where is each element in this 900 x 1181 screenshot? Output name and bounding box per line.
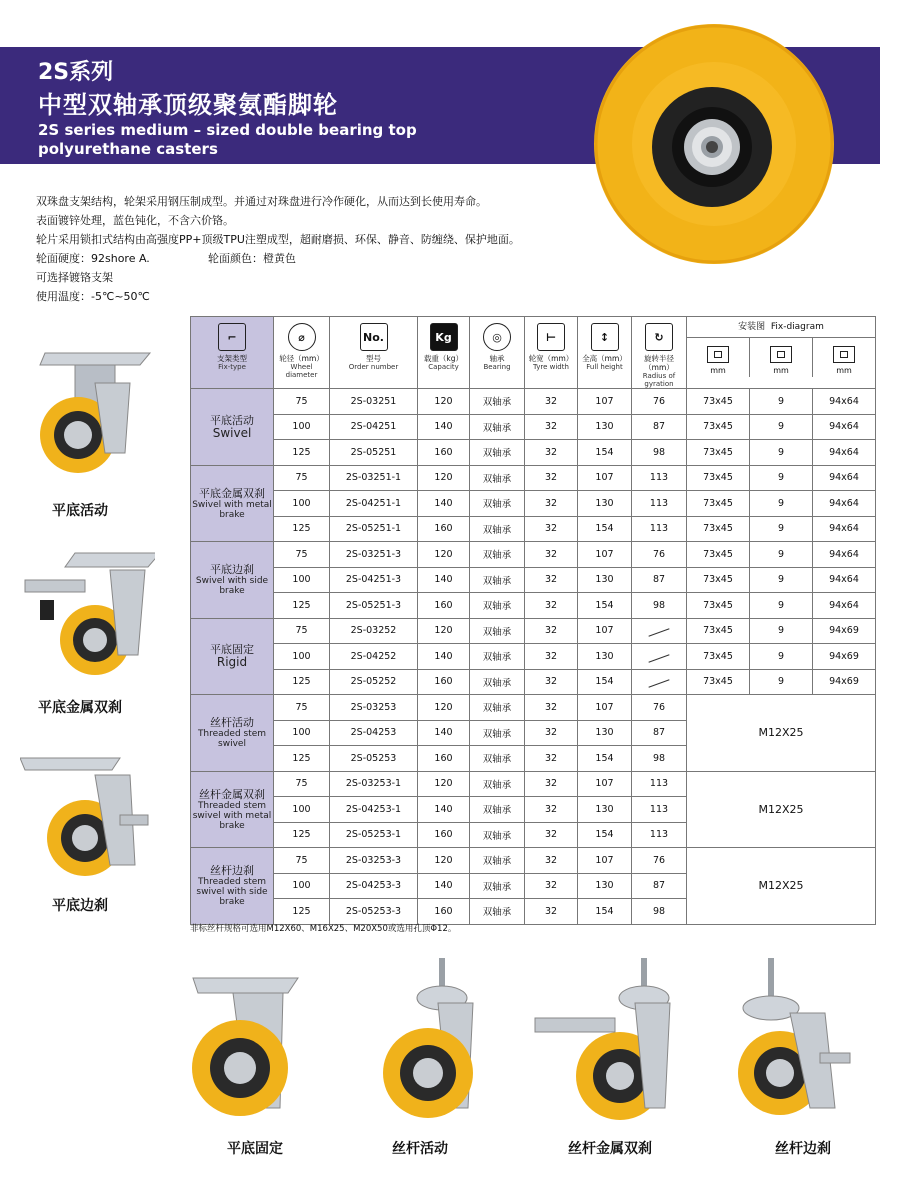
table-cell: 140 bbox=[418, 567, 470, 593]
table-cell: 130 bbox=[578, 414, 632, 440]
table-cell: 140 bbox=[418, 720, 470, 746]
table-cell: 160 bbox=[418, 593, 470, 619]
header-wheel-diameter: ⌀ 轮径（mm） Wheel diameter bbox=[274, 317, 330, 389]
table-cell: 160 bbox=[418, 746, 470, 772]
table-cell: 107 bbox=[578, 465, 632, 491]
table-cell: 140 bbox=[418, 491, 470, 517]
table-cell: 75 bbox=[274, 465, 330, 491]
table-row bbox=[191, 848, 876, 874]
table-cell: 113 bbox=[632, 797, 687, 823]
table-cell: 76 bbox=[632, 695, 687, 721]
bearing-icon: ◎ bbox=[483, 323, 511, 351]
bottom-label-threaded-metal-brake: 丝杆金属双刹 bbox=[568, 1141, 652, 1157]
table-cell: 2S-03253-1 bbox=[330, 771, 418, 797]
table-cell: 9 bbox=[750, 516, 813, 542]
table-cell: 100 bbox=[274, 567, 330, 593]
table-cell: 2S-05252 bbox=[330, 669, 418, 695]
color-text: 轮面颜色：橙黄色 bbox=[208, 252, 296, 265]
table-cell: 双轴承 bbox=[470, 669, 525, 695]
header-tyre-width: ⊢ 轮宽（mm） Tyre width bbox=[525, 317, 578, 389]
table-cell: 87 bbox=[632, 873, 687, 899]
table-cell: 双轴承 bbox=[470, 542, 525, 568]
not-applicable-mark bbox=[648, 654, 669, 662]
table-cell: 94x64 bbox=[813, 440, 876, 466]
type-cell bbox=[191, 848, 274, 925]
table-cell: 98 bbox=[632, 440, 687, 466]
table-cell: 73x45 bbox=[687, 567, 750, 593]
hardness-text: 轮面硬度：92shore A. bbox=[36, 252, 150, 265]
table-cell: 9 bbox=[750, 593, 813, 619]
fix-plate-icon: mm bbox=[687, 338, 750, 377]
side-label-swivel: 平底活动 bbox=[52, 503, 108, 519]
table-cell: 双轴承 bbox=[470, 389, 525, 415]
table-cell: 2S-03251 bbox=[330, 389, 418, 415]
table-cell: 2S-03251-3 bbox=[330, 542, 418, 568]
bracket-icon: ⌐ bbox=[218, 323, 246, 351]
header-fix-type: ⌐ 支架类型 Fix-type bbox=[191, 317, 274, 389]
table-cell: 双轴承 bbox=[470, 414, 525, 440]
type-label-en: Threaded stem swivel with side brake bbox=[196, 877, 268, 908]
table-cell: 140 bbox=[418, 797, 470, 823]
table-cell: 154 bbox=[578, 822, 632, 848]
table-cell: 125 bbox=[274, 822, 330, 848]
caster-wheel-image bbox=[592, 22, 837, 267]
table-cell: 76 bbox=[632, 542, 687, 568]
table-cell: 160 bbox=[418, 822, 470, 848]
table-cell: 双轴承 bbox=[470, 720, 525, 746]
table-cell: 2S-03251-1 bbox=[330, 465, 418, 491]
table-cell: 双轴承 bbox=[470, 771, 525, 797]
table-cell: 94x64 bbox=[813, 593, 876, 619]
side-label-side-brake: 平底边刹 bbox=[52, 898, 108, 914]
table-cell: 94x64 bbox=[813, 567, 876, 593]
table-cell: 154 bbox=[578, 440, 632, 466]
caster-image-metal-brake bbox=[20, 545, 155, 675]
type-cell bbox=[191, 542, 274, 619]
table-cell: 154 bbox=[578, 669, 632, 695]
table-cell: 32 bbox=[525, 797, 578, 823]
table-cell: 94x69 bbox=[813, 644, 876, 670]
table-cell: 130 bbox=[578, 797, 632, 823]
type-cell bbox=[191, 771, 274, 848]
table-cell: 125 bbox=[274, 516, 330, 542]
table-row bbox=[191, 542, 876, 568]
table-cell: 107 bbox=[578, 848, 632, 874]
table-cell: 120 bbox=[418, 695, 470, 721]
table-cell: 130 bbox=[578, 491, 632, 517]
table-cell: 107 bbox=[578, 771, 632, 797]
table-cell: 9 bbox=[750, 669, 813, 695]
table-cell: 9 bbox=[750, 618, 813, 644]
table-cell: 双轴承 bbox=[470, 899, 525, 925]
table-cell: 9 bbox=[750, 491, 813, 517]
table-cell: 75 bbox=[274, 389, 330, 415]
table-cell: 9 bbox=[750, 542, 813, 568]
type-label-en: Threaded stem swivel with metal brake bbox=[192, 800, 272, 831]
desc-line: 表面镀锌处理，蓝色钝化，不含六价铬。 bbox=[36, 214, 234, 227]
table-cell: 2S-04253-3 bbox=[330, 873, 418, 899]
table-cell: 120 bbox=[418, 465, 470, 491]
table-cell: 130 bbox=[578, 567, 632, 593]
type-cell bbox=[191, 465, 274, 542]
table-cell: 94x69 bbox=[813, 669, 876, 695]
table-cell: 2S-05253-3 bbox=[330, 899, 418, 925]
bottom-label-threaded-swivel: 丝杆活动 bbox=[392, 1141, 448, 1157]
table-cell: 154 bbox=[578, 593, 632, 619]
table-cell: 2S-04252 bbox=[330, 644, 418, 670]
fix-diagram-merged: M12X25 bbox=[687, 848, 876, 925]
desc-line: 轮片采用锁扣式结构由高强度PP+顶级TPU注塑成型，超耐磨损、环保、静音、防缠绕、保护地面。 bbox=[36, 233, 520, 246]
table-cell: 32 bbox=[525, 669, 578, 695]
table-cell: 75 bbox=[274, 695, 330, 721]
table-cell: 73x45 bbox=[687, 516, 750, 542]
table-cell: 32 bbox=[525, 822, 578, 848]
table-cell: 94x64 bbox=[813, 389, 876, 415]
side-label-metal-brake: 平底金属双刹 bbox=[38, 700, 122, 716]
table-cell bbox=[632, 618, 687, 644]
table-cell: 双轴承 bbox=[470, 618, 525, 644]
table-cell: 32 bbox=[525, 440, 578, 466]
table-cell: 双轴承 bbox=[470, 746, 525, 772]
table-cell: 130 bbox=[578, 873, 632, 899]
table-cell: 140 bbox=[418, 873, 470, 899]
table-cell: 73x45 bbox=[687, 440, 750, 466]
table-cell: 双轴承 bbox=[470, 848, 525, 874]
type-cell bbox=[191, 695, 274, 772]
type-label-cn: 丝杆金属双刹 bbox=[199, 787, 265, 801]
table-cell: 32 bbox=[525, 695, 578, 721]
header-capacity: Kg 载重（kg） Capacity bbox=[418, 317, 470, 389]
table-cell: 32 bbox=[525, 389, 578, 415]
type-label-cn: 平底金属双刹 bbox=[199, 486, 265, 500]
table-cell: 107 bbox=[578, 542, 632, 568]
table-cell: 160 bbox=[418, 899, 470, 925]
footnote: 非标丝杆规格可选用M12X60、M16X25、M20X50或选用孔顶Φ12。 bbox=[190, 924, 457, 934]
caster-image-swivel bbox=[20, 343, 155, 473]
table-cell: 130 bbox=[578, 720, 632, 746]
table-cell: 113 bbox=[632, 465, 687, 491]
desc-line bbox=[36, 249, 596, 268]
table-cell: 87 bbox=[632, 414, 687, 440]
header-bearing: ◎ 轴承 Bearing bbox=[470, 317, 525, 389]
table-cell: 76 bbox=[632, 848, 687, 874]
table-cell: 9 bbox=[750, 644, 813, 670]
table-cell: 32 bbox=[525, 771, 578, 797]
table-cell: 125 bbox=[274, 746, 330, 772]
table-cell: 双轴承 bbox=[470, 593, 525, 619]
caster-image-threaded-swivel bbox=[368, 958, 483, 1128]
spec-table bbox=[190, 316, 876, 925]
caster-image-side-brake bbox=[20, 750, 155, 880]
page-title-cn: 中型双轴承顶级聚氨酯脚轮 bbox=[38, 91, 338, 119]
table-cell: 125 bbox=[274, 899, 330, 925]
table-cell: 双轴承 bbox=[470, 822, 525, 848]
table-cell: 120 bbox=[418, 542, 470, 568]
table-cell: 双轴承 bbox=[470, 440, 525, 466]
bottom-label-rigid: 平底固定 bbox=[227, 1141, 283, 1157]
table-cell: 154 bbox=[578, 516, 632, 542]
page-title-en: 2S series medium – sized double bearing top polyurethane casters bbox=[38, 121, 417, 158]
table-cell: 154 bbox=[578, 899, 632, 925]
desc-line: 使用温度：-5℃~50℃ bbox=[36, 290, 150, 303]
fix-diagram-merged: M12X25 bbox=[687, 771, 876, 848]
table-cell: 73x45 bbox=[687, 491, 750, 517]
table-cell: 130 bbox=[578, 644, 632, 670]
table-cell: 2S-05253 bbox=[330, 746, 418, 772]
table-row bbox=[191, 567, 876, 593]
table-row bbox=[191, 414, 876, 440]
table-cell: 32 bbox=[525, 618, 578, 644]
table-cell: 100 bbox=[274, 720, 330, 746]
table-cell: 113 bbox=[632, 491, 687, 517]
height-icon: ↕ bbox=[591, 323, 619, 351]
table-cell: 73x45 bbox=[687, 465, 750, 491]
table-cell: 2S-04251 bbox=[330, 414, 418, 440]
table-cell: 94x64 bbox=[813, 414, 876, 440]
table-cell: 32 bbox=[525, 593, 578, 619]
series-title: 2S系列 bbox=[38, 60, 114, 85]
desc-line: 双珠盘支架结构，轮架采用钢压制成型。并通过对珠盘进行冷作硬化，从而达到长使用寿命。 bbox=[36, 195, 487, 208]
table-cell: 73x45 bbox=[687, 669, 750, 695]
table-cell: 120 bbox=[418, 389, 470, 415]
table-cell: 94x64 bbox=[813, 491, 876, 517]
table-cell: 32 bbox=[525, 644, 578, 670]
table-cell: 32 bbox=[525, 720, 578, 746]
table-cell: 100 bbox=[274, 797, 330, 823]
table-cell: 75 bbox=[274, 771, 330, 797]
table-cell: 113 bbox=[632, 771, 687, 797]
table-cell: 32 bbox=[525, 516, 578, 542]
table-cell: 73x45 bbox=[687, 389, 750, 415]
table-cell: 双轴承 bbox=[470, 567, 525, 593]
table-cell: 2S-04251-1 bbox=[330, 491, 418, 517]
type-label-en: Swivel with side brake bbox=[195, 576, 269, 597]
type-cell bbox=[191, 618, 274, 695]
table-cell: 113 bbox=[632, 822, 687, 848]
table-cell: 2S-04253-1 bbox=[330, 797, 418, 823]
table-row bbox=[191, 389, 876, 415]
table-row bbox=[191, 440, 876, 466]
table-cell: 73x45 bbox=[687, 593, 750, 619]
table-cell: 双轴承 bbox=[470, 644, 525, 670]
type-label-en: Swivel with metal brake bbox=[192, 499, 272, 520]
table-cell: 9 bbox=[750, 389, 813, 415]
table-row bbox=[191, 618, 876, 644]
table-row bbox=[191, 593, 876, 619]
table-cell: 双轴承 bbox=[470, 491, 525, 517]
table-row bbox=[191, 669, 876, 695]
table-cell: 107 bbox=[578, 618, 632, 644]
table-cell: 94x69 bbox=[813, 618, 876, 644]
description bbox=[36, 192, 596, 306]
table-cell: 154 bbox=[578, 746, 632, 772]
table-row bbox=[191, 771, 876, 797]
table-cell: 87 bbox=[632, 720, 687, 746]
table-cell: 100 bbox=[274, 491, 330, 517]
header-full-height: ↕ 全高（mm） Full height bbox=[578, 317, 632, 389]
type-label-cn: 平底活动 bbox=[210, 413, 254, 427]
table-cell: 双轴承 bbox=[470, 695, 525, 721]
table-cell: 75 bbox=[274, 618, 330, 644]
table-cell: 2S-05251-1 bbox=[330, 516, 418, 542]
tyre-width-icon: ⊢ bbox=[537, 323, 565, 351]
table-cell: 160 bbox=[418, 440, 470, 466]
table-cell: 113 bbox=[632, 516, 687, 542]
header-radius-gyration: ↻ 旋转半径（mm） Radius of gyration bbox=[632, 317, 687, 389]
table-cell: 160 bbox=[418, 669, 470, 695]
type-label-cn: 丝杆边刹 bbox=[210, 864, 254, 878]
weight-icon: Kg bbox=[430, 323, 458, 351]
table-cell: 75 bbox=[274, 848, 330, 874]
table-cell: 32 bbox=[525, 414, 578, 440]
table-cell: 73x45 bbox=[687, 414, 750, 440]
table-cell: 98 bbox=[632, 746, 687, 772]
table-cell: 32 bbox=[525, 873, 578, 899]
table-cell: 32 bbox=[525, 542, 578, 568]
table-cell bbox=[632, 644, 687, 670]
table-cell: 32 bbox=[525, 899, 578, 925]
type-label-en: Rigid bbox=[216, 655, 248, 670]
table-row bbox=[191, 491, 876, 517]
type-label-cn: 平底边刹 bbox=[210, 563, 254, 577]
table-cell: 100 bbox=[274, 644, 330, 670]
table-cell: 75 bbox=[274, 542, 330, 568]
table-cell: 120 bbox=[418, 848, 470, 874]
table-cell: 76 bbox=[632, 389, 687, 415]
table-cell: 32 bbox=[525, 848, 578, 874]
table-row bbox=[191, 516, 876, 542]
table-cell: 140 bbox=[418, 414, 470, 440]
table-cell: 125 bbox=[274, 440, 330, 466]
diameter-icon: ⌀ bbox=[288, 323, 316, 351]
caster-image-rigid bbox=[188, 958, 303, 1128]
table-cell: 98 bbox=[632, 899, 687, 925]
table-cell: 73x45 bbox=[687, 542, 750, 568]
table-cell: 双轴承 bbox=[470, 797, 525, 823]
type-cell bbox=[191, 389, 274, 466]
bottom-label-threaded-side-brake: 丝杆边刹 bbox=[775, 1141, 831, 1157]
table-cell: 120 bbox=[418, 618, 470, 644]
not-applicable-mark bbox=[648, 680, 669, 688]
header-order-number: No. 型号 Order number bbox=[330, 317, 418, 389]
table-cell: 双轴承 bbox=[470, 516, 525, 542]
table-cell: 107 bbox=[578, 389, 632, 415]
table-cell: 94x64 bbox=[813, 542, 876, 568]
table-cell: 32 bbox=[525, 746, 578, 772]
table-cell: 9 bbox=[750, 440, 813, 466]
fix-hole-icon: mm bbox=[750, 338, 813, 377]
type-label-en: Swivel bbox=[212, 425, 252, 440]
table-cell: 2S-05251 bbox=[330, 440, 418, 466]
table-cell: 2S-05251-3 bbox=[330, 593, 418, 619]
table-cell: 73x45 bbox=[687, 618, 750, 644]
table-row bbox=[191, 695, 876, 721]
type-label-cn: 平底固定 bbox=[210, 643, 254, 657]
table-row bbox=[191, 644, 876, 670]
fix-outer-icon: mm bbox=[813, 338, 875, 377]
table-cell bbox=[632, 669, 687, 695]
table-cell: 32 bbox=[525, 491, 578, 517]
table-cell: 2S-03253-3 bbox=[330, 848, 418, 874]
table-cell: 94x64 bbox=[813, 516, 876, 542]
type-label-cn: 丝杆活动 bbox=[210, 716, 254, 730]
table-cell: 100 bbox=[274, 414, 330, 440]
table-cell: 87 bbox=[632, 567, 687, 593]
header-fix-diagram: 安装图 Fix-diagram mm mm mm bbox=[687, 317, 876, 389]
table-cell: 160 bbox=[418, 516, 470, 542]
number-icon: No. bbox=[360, 323, 388, 351]
table-cell: 2S-04253 bbox=[330, 720, 418, 746]
table-cell: 98 bbox=[632, 593, 687, 619]
table-cell: 2S-03253 bbox=[330, 695, 418, 721]
table-cell: 125 bbox=[274, 669, 330, 695]
desc-line: 可选择镀铬支架 bbox=[36, 271, 113, 284]
rotation-icon: ↻ bbox=[645, 323, 673, 351]
fix-diagram-merged: M12X25 bbox=[687, 695, 876, 772]
table-cell: 32 bbox=[525, 567, 578, 593]
table-cell: 2S-03252 bbox=[330, 618, 418, 644]
caster-image-threaded-metal-brake bbox=[530, 958, 680, 1128]
table-cell: 9 bbox=[750, 567, 813, 593]
table-cell: 73x45 bbox=[687, 644, 750, 670]
table-cell: 双轴承 bbox=[470, 465, 525, 491]
table-cell: 140 bbox=[418, 644, 470, 670]
table-cell: 100 bbox=[274, 873, 330, 899]
type-label-en: Threaded stem swivel bbox=[197, 729, 267, 750]
table-cell: 双轴承 bbox=[470, 873, 525, 899]
not-applicable-mark bbox=[648, 629, 669, 637]
table-cell: 9 bbox=[750, 465, 813, 491]
table-cell: 107 bbox=[578, 695, 632, 721]
table-body bbox=[191, 389, 876, 925]
table-header-row bbox=[191, 317, 876, 389]
table-cell: 94x64 bbox=[813, 465, 876, 491]
table-cell: 120 bbox=[418, 771, 470, 797]
table-cell: 32 bbox=[525, 465, 578, 491]
table-row bbox=[191, 465, 876, 491]
table-cell: 2S-04251-3 bbox=[330, 567, 418, 593]
caster-image-threaded-side-brake bbox=[735, 958, 855, 1128]
table-cell: 2S-05253-1 bbox=[330, 822, 418, 848]
table-cell: 9 bbox=[750, 414, 813, 440]
table-cell: 125 bbox=[274, 593, 330, 619]
